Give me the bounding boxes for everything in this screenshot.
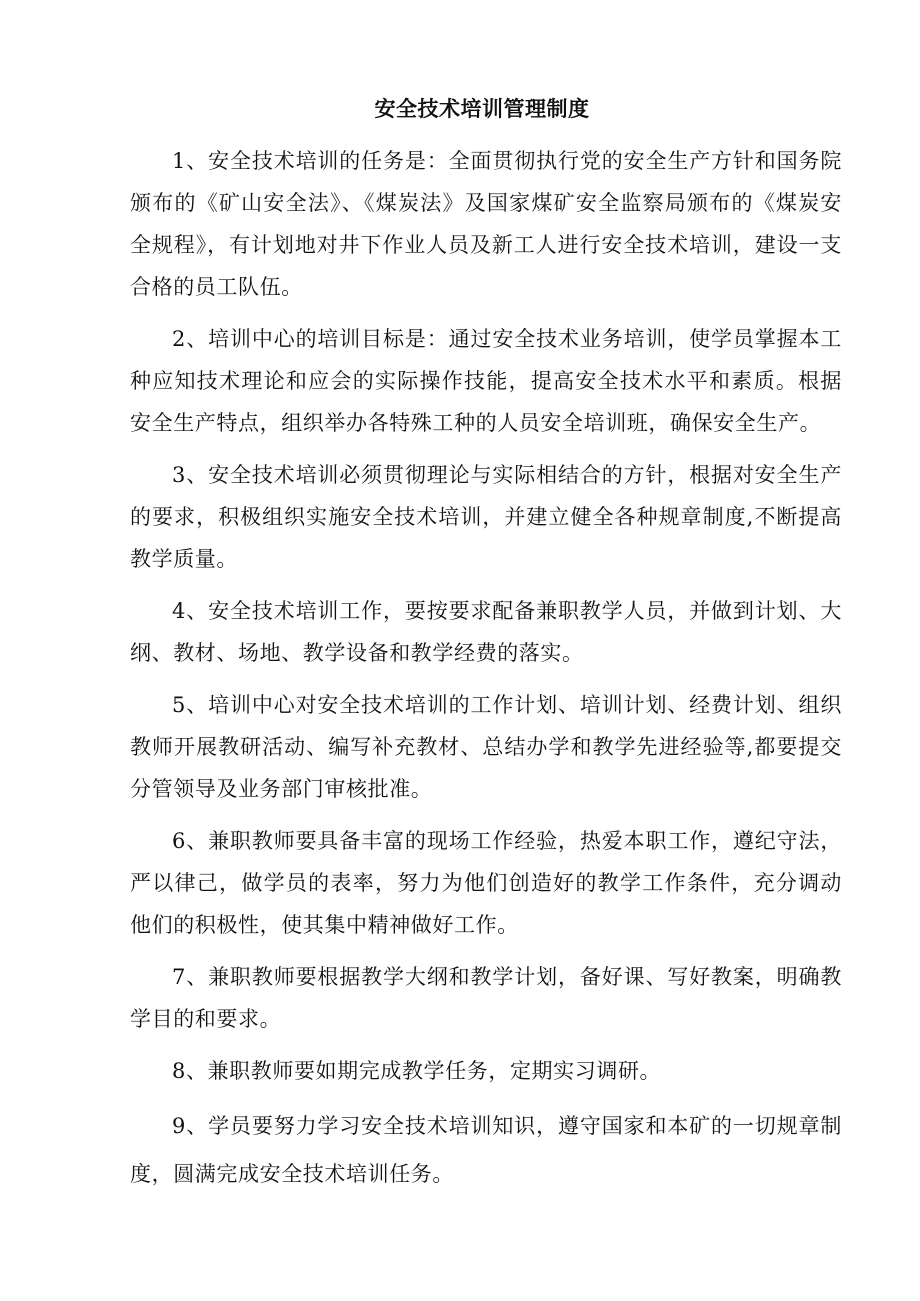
document-title: 安全技术培训管理制度 [374, 97, 590, 121]
document-body [130, 140, 842, 1208]
paragraph-7: 7、兼职教师要根据教学大纲和教学计划，备好课、写好教案，明确教学目的和要求。 [130, 965, 842, 1031]
paragraph-4: 4、安全技术培训工作，要按要求配备兼职教学人员，并做到计划、大纲、教材、场地、教学设备和教学经费的落实。 [130, 599, 842, 665]
paragraph-5: 5、培训中心对安全技术培训的工作计划、培训计划、经费计划、组织教师开展教研活动、编写补充教材、总结办学和教学先进经验等,都要提交分管领导及业务部门审核批准。 [130, 693, 842, 801]
paragraph-2: 2、培训中心的培训目标是：通过安全技术业务培训，使学员掌握本工种应知技术理论和应会的实际操作技能，提高安全技术水平和素质。根据安全生产特点，组织举办各特殊工种的人员安全培训班，确保安全生产。 [130, 327, 842, 435]
paragraph-1: 1、安全技术培训的任务是：全面贯彻执行党的安全生产方针和国务院颁布的《矿山安全法》、《煤炭法》及国家煤矿安全监察局颁布的《煤炭安全规程》，有计划地对井下作业人员及新工人进行安全技术培训，建设一支合格的员工队伍。 [130, 149, 842, 299]
paragraph-6: 6、兼职教师要具备丰富的现场工作经验，热爱本职工作，遵纪守法，严以律己，做学员的表率，努力为他们创造好的教学工作条件，充分调动他们的积极性，使其集中精神做好工作。 [130, 829, 842, 937]
paragraph-9: 9、学员要努力学习安全技术培训知识，遵守国家和本矿的一切规章制度，圆满完成安全技术培训任务。 [130, 1114, 842, 1186]
paragraph-8: 8、兼职教师要如期完成教学任务，定期实习调研。 [172, 1059, 662, 1083]
paragraph-3: 3、安全技术培训必须贯彻理论与实际相结合的方针，根据对安全生产的要求，积极组织实施安全技术培训，并建立健全各种规章制度,不断提高教学质量。 [130, 463, 842, 571]
